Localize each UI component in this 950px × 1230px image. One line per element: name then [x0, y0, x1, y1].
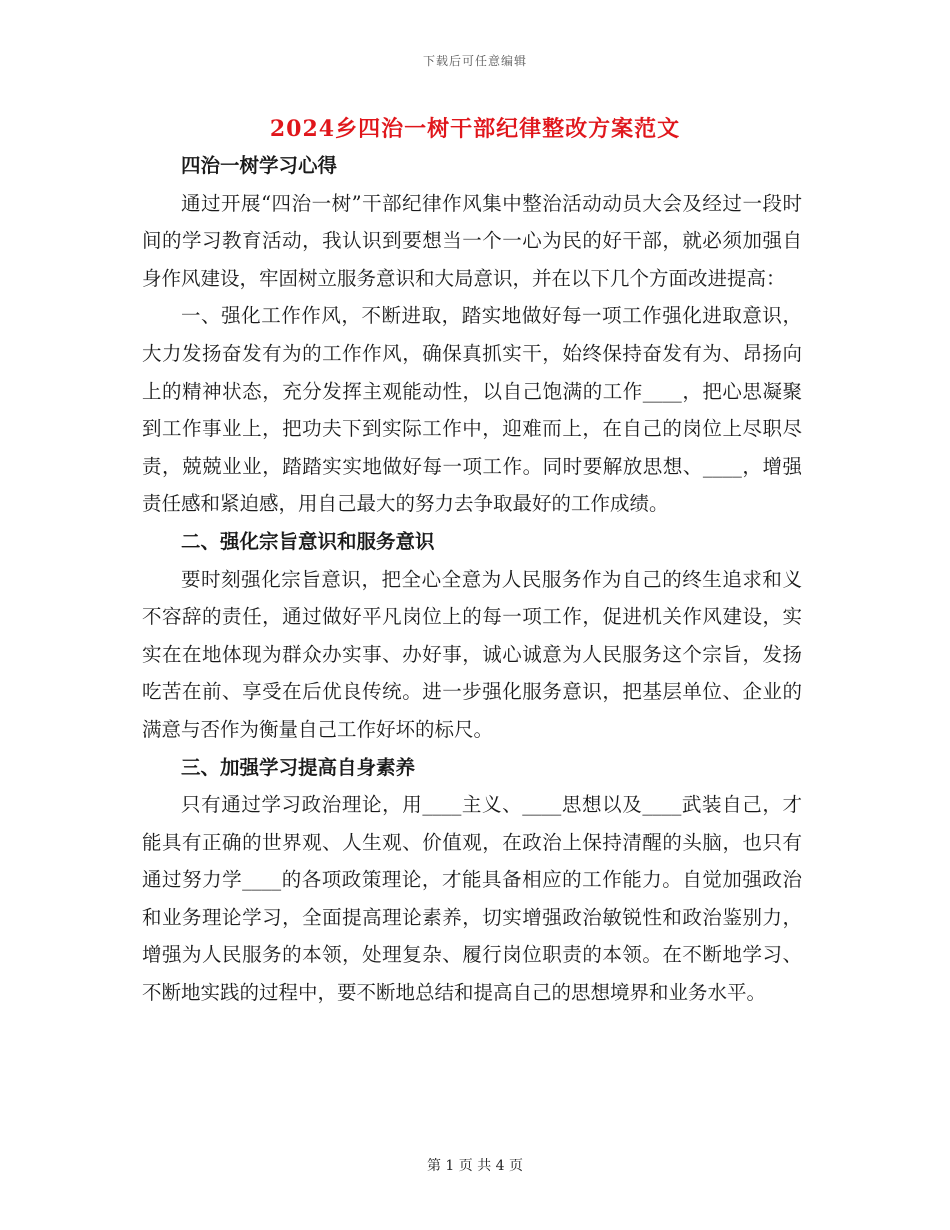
document-body: [142, 147, 802, 1012]
paragraph-intro: 通过开展“四治一树”干部纪律作风集中整治活动动员大会及经过一段时间的学习教育活动，我认识到要想当一个一心为民的好干部，就必须加强自身作风建设，牢固树立服务意识和大局意识，并在以下几个方面改进提高：: [142, 191, 802, 290]
section-heading-study-notes: 四治一树学习心得: [181, 154, 338, 177]
paragraph-study-improvement: 只有通过学习政治理论，用____主义、____思想以及____武装自己，才能具有正确的世界观、人生观、价值观，在政治上保持清醒的头脑，也只有通过努力学____的各项政策理论，才能具备相应的工作能力。自觉加强政治和业务理论学习，全面提高理论素养，切实增强政治敏锐性和政治鉴别力，增强为人民服务的本领，处理复杂、履行岗位职责的本领。在不断地学习、不断地实践的过程中，要不断地总结和提高自己的思想境界和业务水平。: [142, 793, 802, 1005]
paragraph-work-style: 一、强化工作作风，不断进取，踏实地做好每一项工作强化进取意识，大力发扬奋发有为的工作作风，确保真抓实干，始终保持奋发有为、昂扬向上的精神状态，充分发挥主观能动性，以自己饱满的工作____，把心思凝聚到工作事业上，把功夫下到实际工作中，迎难而上，在自己的岗位上尽职尽责，兢兢业业，踏踏实实地做好每一项工作。同时要解放思想、____，增强责任感和紧迫感，用自己最大的努力去争取最好的工作成绩。: [142, 304, 802, 516]
document-title: 2024乡四治一树干部纪律整改方案范文: [269, 116, 681, 142]
section-heading-study-improvement: 三、加强学习提高自身素养: [181, 755, 416, 779]
page-footer: 第 1 页 共 4 页: [426, 1158, 524, 1174]
paragraph-service-awareness: 要时刻强化宗旨意识，把全心全意为人民服务作为自己的终生追求和义不容辞的责任，通过做好平凡岗位上的每一项工作，促进机关作风建设，实实在在地体现为群众办实事、办好事，诚心诚意为人民服务这个宗旨，发扬吃苦在前、享受在后优良传统。进一步强化服务意识，把基层单位、企业的满意与否作为衡量自己工作好坏的标尺。: [142, 567, 802, 741]
section-heading-service-awareness: 二、强化宗旨意识和服务意识: [181, 529, 435, 553]
page-header: 下载后可任意编辑: [422, 54, 527, 68]
